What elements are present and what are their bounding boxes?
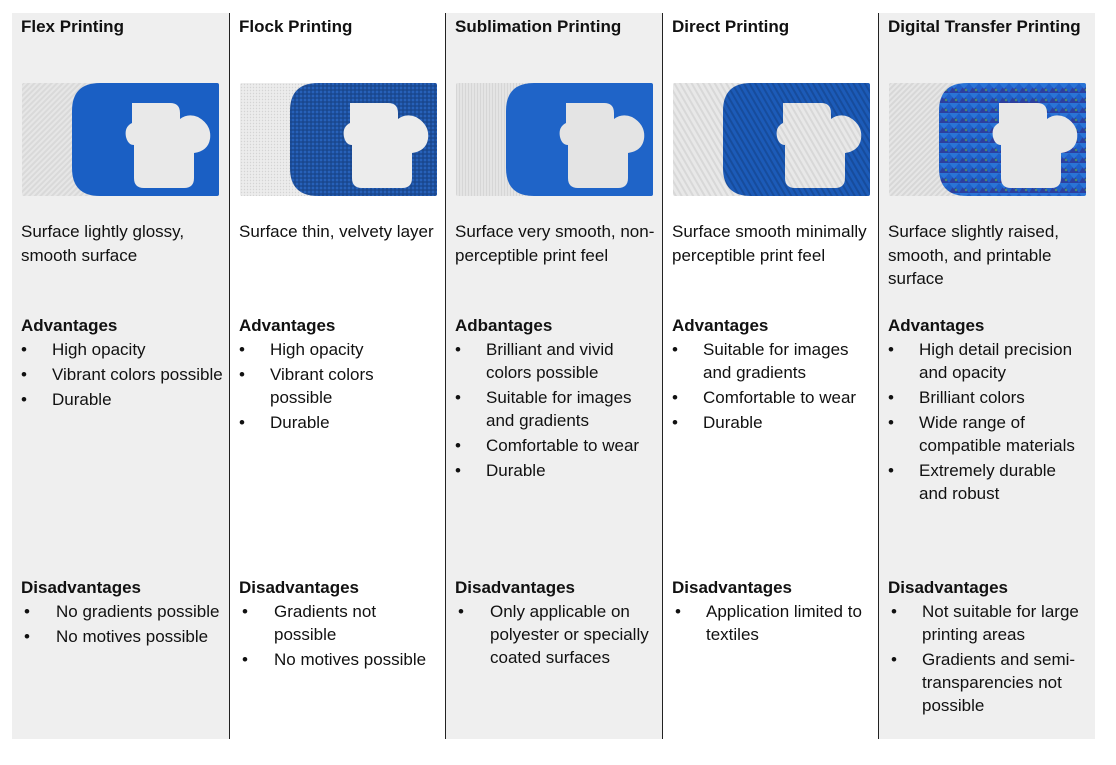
surface-description: Surface smooth minimally perceptible print feel — [672, 222, 867, 265]
advantages-heading: Adbantages — [455, 316, 553, 335]
disadvantages-list — [21, 600, 223, 650]
bullet-icon: • — [891, 650, 897, 669]
bullet-icon: • — [242, 602, 248, 621]
column-title: Flex Printing — [21, 17, 124, 36]
list-item: • High opacity — [21, 340, 146, 359]
list-item: • Vibrant colors possible — [239, 365, 374, 407]
bullet-icon: • — [458, 602, 464, 621]
list-item: • No gradients possible — [24, 602, 220, 621]
disadvantages-heading: Disadvantages — [21, 578, 141, 597]
bullet-icon: • — [888, 413, 894, 432]
bullet-icon: • — [888, 461, 894, 480]
list-item: • Durable — [21, 390, 112, 409]
disadvantages-list — [239, 600, 439, 673]
advantages-heading: Advantages — [888, 316, 985, 335]
bullet-icon: • — [24, 627, 30, 646]
bullet-icon: • — [242, 650, 248, 669]
bullet-icon: • — [888, 388, 894, 407]
advantages-list — [455, 338, 656, 484]
flex-print-sample-icon — [22, 83, 219, 196]
direct-print-sample-icon — [673, 83, 870, 196]
disadvantages-list — [888, 600, 1089, 719]
advantages-heading: Advantages — [239, 316, 336, 335]
disadvantages-heading: Disadvantages — [239, 578, 359, 597]
list-item: • Extremely durable and robust — [888, 461, 1057, 503]
list-item: • Suitable for images and gradients — [455, 388, 632, 430]
bullet-icon: • — [239, 340, 245, 359]
list-item: • High detail precision and opacity — [888, 340, 1073, 382]
bullet-icon: • — [672, 413, 678, 432]
list-item: • Suitable for images and gradients — [672, 340, 849, 382]
column-flex-printing — [12, 13, 229, 739]
list-item: • Application limited to textiles — [675, 602, 862, 644]
list-item: • Brilliant colors — [888, 388, 1025, 407]
column-direct-printing — [662, 13, 878, 739]
bullet-icon: • — [672, 340, 678, 359]
bullet-icon: • — [888, 340, 894, 359]
disadvantages-heading: Disadvantages — [672, 578, 792, 597]
list-item: • Durable — [672, 413, 763, 432]
surface-description: Surface very smooth, non-perceptible print feel — [455, 222, 655, 265]
bullet-icon: • — [21, 390, 27, 409]
list-item: • Durable — [239, 413, 330, 432]
advantages-list — [888, 338, 1089, 507]
bullet-icon: • — [675, 602, 681, 621]
list-item: • Comfortable to wear — [672, 388, 857, 407]
bullet-icon: • — [239, 365, 245, 384]
column-title: Sublimation Printing — [455, 17, 622, 36]
disadvantages-heading: Disadvantages — [455, 578, 575, 597]
digital-transfer-print-sample-icon — [889, 83, 1086, 196]
sublimation-print-sample-icon — [456, 83, 653, 196]
list-item: • Vibrant colors possible — [21, 365, 223, 384]
print-methods-table — [12, 13, 1095, 739]
bullet-icon: • — [21, 340, 27, 359]
bullet-icon: • — [21, 365, 27, 384]
column-sublimation-printing — [445, 13, 662, 739]
column-title: Direct Printing — [672, 17, 790, 36]
advantages-list — [21, 338, 223, 413]
column-title: Digital Transfer Printing — [888, 17, 1081, 36]
list-item: • High opacity — [239, 340, 364, 359]
bullet-icon: • — [672, 388, 678, 407]
bullet-icon: • — [455, 388, 461, 407]
bullet-icon: • — [455, 340, 461, 359]
bullet-icon: • — [891, 602, 897, 621]
disadvantages-list — [672, 600, 872, 648]
surface-description: Surface thin, velvety layer — [239, 222, 434, 241]
advantages-list — [239, 338, 439, 436]
column-flock-printing — [229, 13, 445, 739]
bullet-icon: • — [455, 461, 461, 480]
advantages-heading: Advantages — [672, 316, 769, 335]
surface-description: Surface lightly glossy, smooth surface — [21, 222, 185, 265]
list-item: • Not suitable for large printing areas — [891, 602, 1079, 644]
list-item: • Gradients and semi-transparencies not possible — [891, 650, 1076, 715]
advantages-heading: Advantages — [21, 316, 118, 335]
disadvantages-list — [455, 600, 656, 671]
list-item: • Durable — [455, 461, 546, 480]
list-item: • Gradients not possible — [242, 602, 377, 644]
advantages-list — [672, 338, 872, 436]
list-item: • Brilliant and vivid colors possible — [455, 340, 614, 382]
list-item: • Only applicable on polyester or specially coated surfaces — [458, 602, 649, 667]
bullet-icon: • — [455, 436, 461, 455]
bullet-icon: • — [239, 413, 245, 432]
list-item: • Wide range of compatible materials — [888, 413, 1075, 455]
flock-print-sample-icon — [240, 83, 437, 196]
list-item: • No motives possible — [24, 627, 209, 646]
list-item: • Comfortable to wear — [455, 436, 640, 455]
column-title: Flock Printing — [239, 17, 353, 36]
bullet-icon: • — [24, 602, 30, 621]
disadvantages-heading: Disadvantages — [888, 578, 1008, 597]
list-item: • No motives possible — [242, 650, 427, 669]
column-digital-transfer-printing — [878, 13, 1095, 739]
surface-description: Surface slightly raised, smooth, and printable surface — [888, 222, 1060, 288]
